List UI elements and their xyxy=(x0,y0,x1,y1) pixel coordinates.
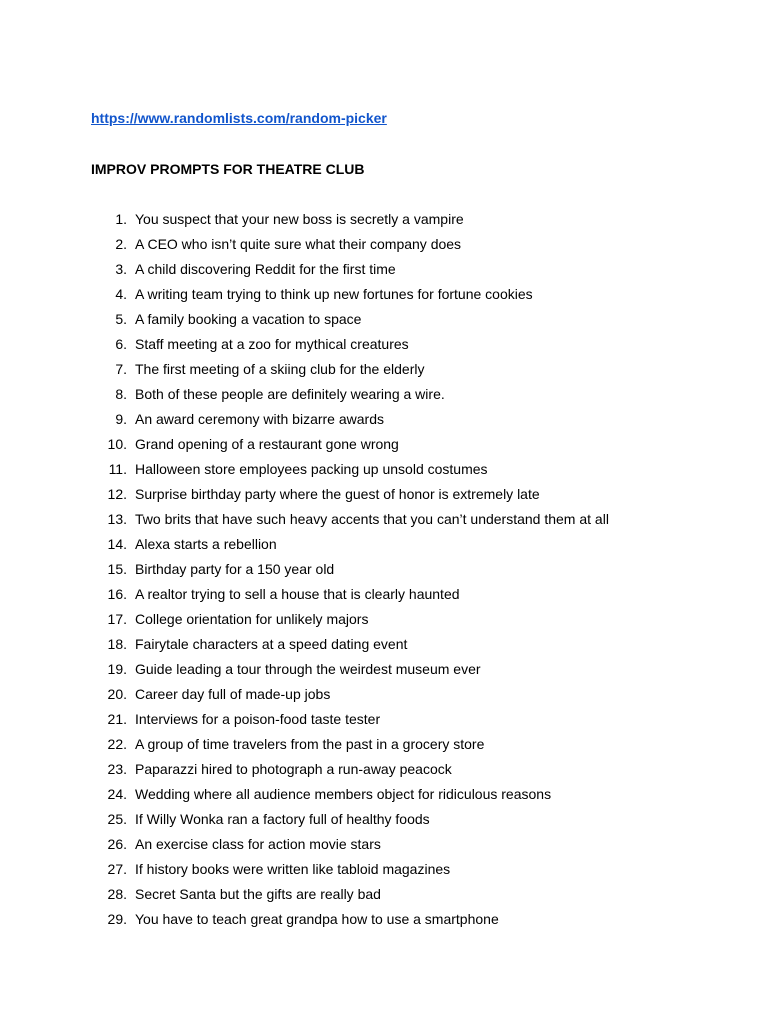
list-item-number: 15. xyxy=(107,561,127,577)
list-item-number: 24. xyxy=(107,786,127,802)
list-item-number: 14. xyxy=(107,536,127,552)
list-item-number: 22. xyxy=(107,736,127,752)
list-item-number: 28. xyxy=(107,886,127,902)
list-item-number: 29. xyxy=(107,911,127,927)
list-item-text: A group of time travelers from the past in a grocery store xyxy=(135,736,485,752)
list-item-number: 4. xyxy=(115,286,127,302)
source-link[interactable]: https://www.randomlists.com/random-picker xyxy=(91,110,387,126)
list-item-number: 6. xyxy=(115,336,127,352)
list-item-number: 20. xyxy=(107,686,127,702)
list-item-number: 23. xyxy=(107,761,127,777)
list-item-text: College orientation for unlikely majors xyxy=(135,611,369,627)
list-item-text: If history books were written like tabloid magazines xyxy=(135,861,451,877)
list-item-text: Fairytale characters at a speed dating event xyxy=(135,636,408,652)
list-item-number: 27. xyxy=(107,861,127,877)
list-item-text: Career day full of made-up jobs xyxy=(135,686,331,702)
list-item-number: 5. xyxy=(115,311,127,327)
list-item-number: 16. xyxy=(107,586,127,602)
list-item-text: A writing team trying to think up new fortunes for fortune cookies xyxy=(135,286,533,302)
list-item-text: Halloween store employees packing up unsold costumes xyxy=(135,461,488,477)
list-item-number: 19. xyxy=(107,661,127,677)
list-item-text: Grand opening of a restaurant gone wrong xyxy=(135,436,399,452)
list-item-number: 17. xyxy=(107,611,127,627)
list-item-number: 25. xyxy=(107,811,127,827)
list-item-number: 9. xyxy=(115,411,127,427)
list-item-text: Both of these people are definitely wearing a wire. xyxy=(135,386,445,402)
list-item-number: 21. xyxy=(107,711,127,727)
list-item-text: If Willy Wonka ran a factory full of healthy foods xyxy=(135,811,430,827)
list-item-text: Birthday party for a 150 year old xyxy=(135,561,335,577)
list-item-text: Two brits that have such heavy accents that you can’t understand them at all xyxy=(135,511,609,527)
list-item-text: Wedding where all audience members object for ridiculous reasons xyxy=(135,786,552,802)
list-item-text: The first meeting of a skiing club for the elderly xyxy=(135,361,425,377)
list-item-text: Alexa starts a rebellion xyxy=(135,536,277,552)
list-item-text: You have to teach great grandpa how to use a smartphone xyxy=(135,911,499,927)
list-item-text: An award ceremony with bizarre awards xyxy=(135,411,384,427)
list-item-text: An exercise class for action movie stars xyxy=(135,836,381,852)
list-item-text: Interviews for a poison-food taste tester xyxy=(135,711,381,727)
list-item-number: 2. xyxy=(115,236,127,252)
list-item-text: A child discovering Reddit for the first time xyxy=(135,261,396,277)
list-item-text: Paparazzi hired to photograph a run-away peacock xyxy=(135,761,452,777)
list-item-text: Secret Santa but the gifts are really bad xyxy=(135,886,381,902)
list-item-number: 8. xyxy=(115,386,127,402)
list-item-number: 10. xyxy=(107,436,127,452)
list-item-text: Guide leading a tour through the weirdest museum ever xyxy=(135,661,481,677)
list-item-number: 18. xyxy=(107,636,127,652)
list-item-text: A CEO who isn’t quite sure what their company does xyxy=(135,236,462,252)
list-item-text: A realtor trying to sell a house that is clearly haunted xyxy=(135,586,460,602)
list-item-number: 11. xyxy=(108,461,127,477)
list-item-text: A family booking a vacation to space xyxy=(135,311,362,327)
list-item-text: Surprise birthday party where the guest of honor is extremely late xyxy=(135,486,540,502)
list-item-number: 1. xyxy=(115,211,127,227)
list-item-text: Staff meeting at a zoo for mythical creatures xyxy=(135,336,409,352)
list-item-number: 13. xyxy=(107,511,127,527)
list-item-text: You suspect that your new boss is secretly a vampire xyxy=(135,211,464,227)
document-title: IMPROV PROMPTS FOR THEATRE CLUB xyxy=(91,161,365,177)
list-item-number: 12. xyxy=(107,486,127,502)
list-item-number: 7. xyxy=(115,361,127,377)
list-item-number: 26. xyxy=(107,836,127,852)
list-item-number: 3. xyxy=(115,261,127,277)
